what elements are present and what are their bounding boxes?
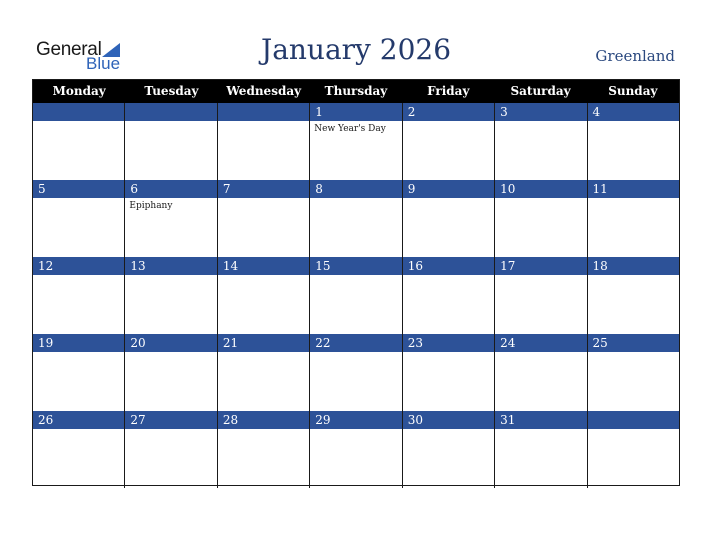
day-cell (588, 257, 679, 334)
day-number: 15 (315, 259, 331, 273)
day-number: 25 (592, 336, 608, 350)
day-cell (33, 103, 125, 180)
day-cell (218, 334, 310, 411)
day-number: 13 (130, 259, 146, 273)
day-number: 12 (38, 259, 54, 273)
day-cell (33, 334, 125, 411)
logo-word-general: General (36, 39, 102, 60)
day-band (125, 180, 216, 198)
week-row (33, 334, 679, 411)
weekday-header-tuesday: Tuesday (144, 84, 199, 98)
day-number: 5 (38, 182, 46, 196)
day-number: 4 (592, 105, 601, 119)
day-number: 18 (592, 259, 608, 273)
day-cell (125, 180, 217, 257)
day-cell (403, 103, 495, 180)
day-cell (588, 180, 679, 257)
day-band (310, 103, 401, 121)
week-row (33, 180, 679, 257)
day-cell (403, 411, 495, 488)
week-row (33, 103, 679, 180)
day-number: 10 (500, 182, 516, 196)
day-cell (495, 257, 587, 334)
day-number: 3 (500, 105, 508, 119)
day-cell (218, 180, 310, 257)
day-band (33, 103, 124, 121)
day-cell (310, 180, 402, 257)
day-number: 29 (315, 413, 331, 427)
day-cell (125, 411, 217, 488)
logo-word-blue: Blue (86, 54, 121, 73)
day-number: 2 (407, 105, 416, 119)
weekday-header-saturday: Saturday (510, 84, 571, 98)
calendar-title: January 2026 (260, 33, 452, 66)
day-number: 27 (130, 413, 146, 427)
weekday-header-thursday: Thursday (324, 84, 388, 98)
day-band (310, 180, 401, 198)
day-number: 14 (222, 259, 239, 273)
day-band (495, 103, 586, 121)
day-cell (495, 411, 587, 488)
day-cell (125, 334, 217, 411)
holiday-label: New Year's Day (314, 124, 386, 134)
day-cell (495, 334, 587, 411)
day-cell (218, 257, 310, 334)
day-number: 31 (500, 413, 516, 427)
day-number: 9 (407, 182, 416, 196)
day-cell (403, 180, 495, 257)
day-number: 20 (130, 336, 146, 350)
day-band (588, 411, 679, 429)
day-number: 17 (500, 259, 516, 273)
week-row (33, 257, 679, 334)
day-number: 16 (407, 259, 423, 273)
day-cell (495, 103, 587, 180)
day-cell (310, 257, 402, 334)
day-number: 11 (592, 182, 608, 196)
day-cell (310, 103, 402, 180)
weekday-header-wednesday: Wednesday (226, 84, 302, 98)
day-number: 22 (315, 336, 331, 350)
week-row (33, 411, 679, 488)
day-cell (218, 103, 310, 180)
country-label: Greenland (595, 47, 675, 65)
day-band (403, 180, 494, 198)
day-cell (125, 103, 217, 180)
day-cell (33, 411, 125, 488)
day-number: 23 (407, 336, 423, 350)
day-band (125, 103, 216, 121)
day-band (588, 103, 679, 121)
day-cell (310, 411, 402, 488)
day-cell (588, 334, 679, 411)
holiday-label: Epiphany (129, 201, 173, 211)
day-number: 7 (222, 182, 231, 196)
day-number: 24 (500, 336, 516, 350)
day-cell (495, 180, 587, 257)
day-cell (403, 334, 495, 411)
day-cell (125, 257, 217, 334)
day-number: 21 (222, 336, 239, 350)
weekday-header-row (33, 80, 679, 103)
day-cell (33, 257, 125, 334)
day-band (218, 103, 309, 121)
day-number: 1 (315, 105, 323, 119)
day-number: 6 (130, 182, 139, 196)
day-cell (33, 180, 125, 257)
day-band (403, 103, 494, 121)
day-cell (218, 411, 310, 488)
day-number: 19 (38, 336, 54, 350)
day-cell (588, 411, 679, 488)
day-cell (588, 103, 679, 180)
day-number: 8 (315, 182, 323, 196)
calendar-grid (32, 79, 680, 486)
day-number: 26 (38, 413, 54, 427)
weekday-header-sunday: Sunday (608, 84, 658, 98)
weekday-header-monday: Monday (52, 84, 106, 98)
day-cell (403, 257, 495, 334)
day-number: 28 (222, 413, 239, 427)
day-band (33, 180, 124, 198)
day-band (218, 180, 309, 198)
weekday-header-friday: Friday (427, 84, 470, 98)
day-number: 30 (407, 413, 423, 427)
day-cell (310, 334, 402, 411)
